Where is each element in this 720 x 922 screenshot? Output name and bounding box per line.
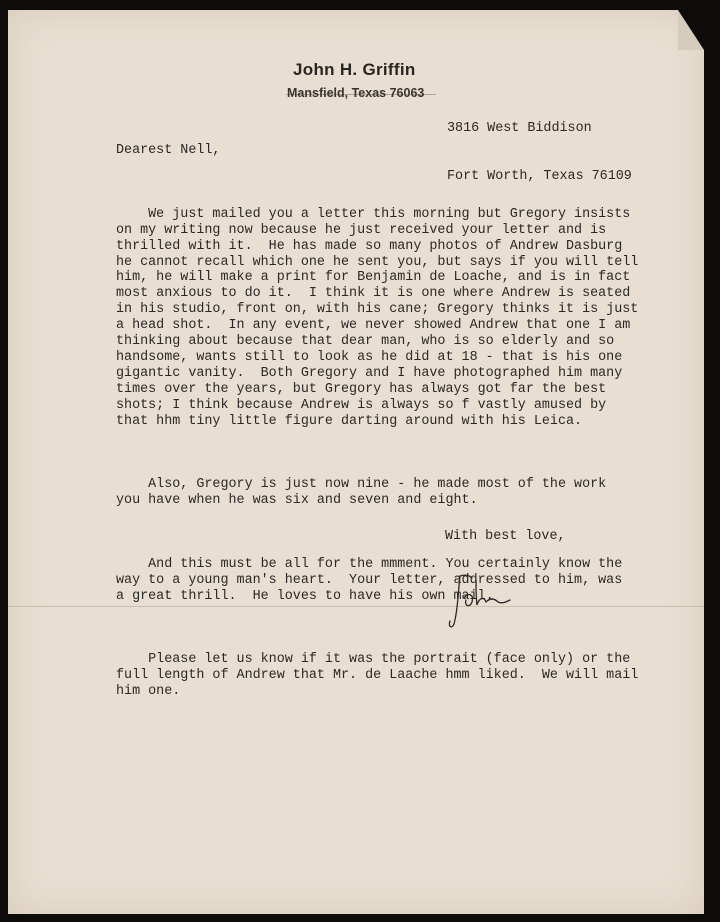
address-line-1: 3816 West Biddison bbox=[447, 120, 592, 136]
closing: With best love, bbox=[445, 529, 566, 544]
letter-body bbox=[116, 175, 638, 748]
letterhead-town: Mansfield, Texas 76063 bbox=[287, 86, 425, 100]
folded-corner bbox=[678, 10, 704, 50]
paragraph-1: We just mailed you a letter this morning but Gregory insists on my writing now because he just received your letter and is thrilled with it. He has made so many photos of Andrew Dasburg he cannot recall which one he sent you, but says if you will tell him, he will make a print for Benjamin de Loache, and is in fact most anxious to do it. I think it is one where Andrew is seated in his studio, front on, with his cane; Gregory thinks it is just a head shot. In any event, we never showed Andrew that one I am thinking about because that dear man, who is so elderly and so handsome, wants still to look as he did at 18 - that is his one gigantic vanity. Both Gregory and I have photographed him many times over the years, but Gregory has always got far the best shots; I think because Andrew is always so f vastly amused by that hhm tiny little figure darting around with his Leica. bbox=[116, 206, 639, 429]
paragraph-4: Please let us know if it was the portrait (face only) or the full length of Andrew that Mr. de Laache hmm liked. We will mail him one. bbox=[116, 652, 639, 700]
letter-sheet bbox=[8, 10, 704, 914]
typed-overstrike bbox=[286, 94, 436, 95]
paragraph-2: Also, Gregory is just now nine - he made most of the work you have when he was six and seven and eight. bbox=[116, 477, 607, 509]
handwritten-signature bbox=[446, 572, 526, 632]
greeting: Dearest Nell, bbox=[116, 143, 221, 158]
letterhead-name: John H. Griffin bbox=[293, 60, 416, 79]
address-line-2: Fort Worth, Texas 76109 bbox=[447, 168, 632, 184]
paragraph-3: And this must be all for the mmment. You certainly know the way to a young man's heart. Your letter, addressed to him, was a great thrill. He loves to have his own mail. bbox=[116, 556, 623, 604]
